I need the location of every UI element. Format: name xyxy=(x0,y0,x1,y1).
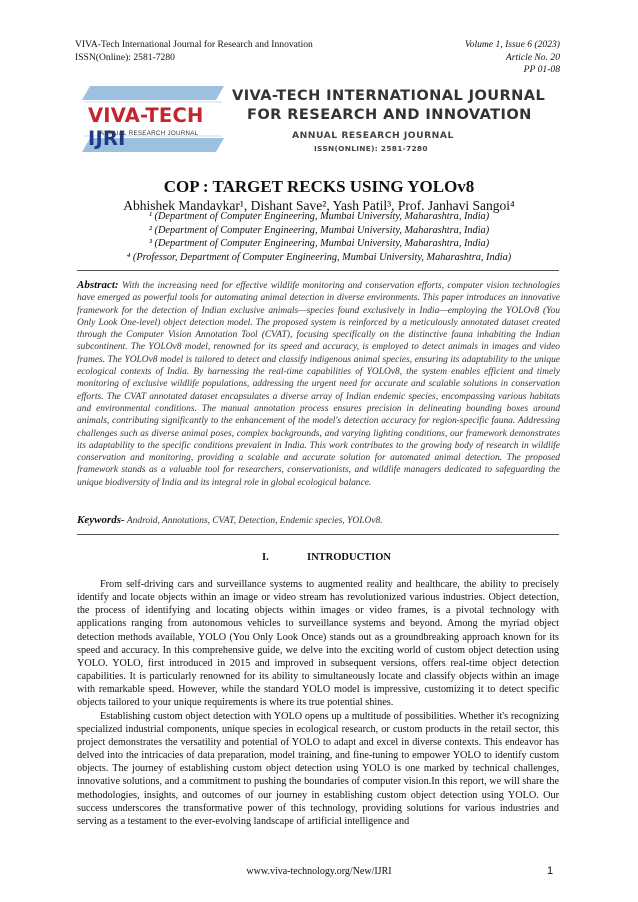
abstract xyxy=(77,279,560,489)
introduction-body xyxy=(77,578,559,828)
section-title: INTRODUCTION xyxy=(307,552,392,563)
affiliation-1: ¹ (Department of Computer Engineering, Mumbai University, Maharashtra, India) xyxy=(148,211,490,222)
journal-banner xyxy=(82,86,562,168)
paper-authors: Abhishek Mandavkar¹, Dishant Save², Yash Patil³, Prof. Janhavi Sangoi⁴ xyxy=(123,198,515,213)
journal-title-line1: VIVA-TECH INTERNATIONAL JOURNAL xyxy=(232,87,546,104)
journal-title xyxy=(232,86,545,124)
keywords-label: Keywords- xyxy=(77,514,125,526)
running-header-left xyxy=(75,39,313,64)
footer-url: www.viva-technology.org/New/IJRI xyxy=(246,866,392,877)
issn-online: ISSN(Online): 2581-7280 xyxy=(75,51,175,63)
page-range: PP 01-08 xyxy=(523,64,560,75)
article-number: Article No. 20 xyxy=(505,51,560,63)
abstract-top-rule xyxy=(77,270,559,271)
journal-name: VIVA-Tech International Journal for Research and Innovation xyxy=(75,39,313,50)
affiliation-3: ³ (Department of Computer Engineering, Mumbai University, Maharashtra, India) xyxy=(148,238,490,250)
affiliation-2: ² (Department of Computer Engineering, Mumbai University, Maharashtra, India) xyxy=(148,224,490,236)
annual-research-journal: ANNUAL RESEARCH JOURNAL xyxy=(292,130,454,141)
paper-title: COP : TARGET RECKS USING YOLOv8 xyxy=(163,177,475,196)
banner-issn: ISSN(ONLINE): 2581-7280 xyxy=(314,144,428,153)
logo-subtitle: ANNUAL RESEARCH JOURNAL xyxy=(100,130,199,137)
intro-paragraph-1: From self-driving cars and surveillance systems to augmented reality and healthcare, the ability to precisely identify and locate objects within an image or video stream has revolutionized various industries. Object detection, the process of identifying and locating objects within images or video frames, is a pivotal technology with applications ranging from autonomous vehicles to surveillance systems and beyond. Among the myriad object detection methods available, YOLO (You Only Look Once) stands out as a groundbreaking approach known for its speed and accuracy. In this comprehensive guide, we delve into the exciting world of custom object detection using YOLO. YOLO, first introduced in 2015 and improved in subsequent versions, offers real-time object detection capabilities. It is particularly renowned for its ability to simultaneously locate and classify objects within an image with remarkable speed. However, while the standard YOLO model is impressive, customizing it to detect specific objects tailored to your unique requirements is where its true potential shines. xyxy=(77,579,559,709)
abstract-text: With the increasing need for effective wildlife monitoring and conservation efforts, computer vision technologies have emerged as powerful tools for automating animal detection in diverse environments. This paper introduces an innovative framework for the detection of Indian exclusive animals—species found exclusively in India—employing the YOLOv8 (You Only Look One-level) object detection model. The proposed system is reinforced by a meticulously annotated dataset created through the Computer Vision Annotation Tool (CVAT), focusing specifically on the distinctive fauna inhabiting the Indian subcontinent. The YOLOv8 model, renowned for its speed and accuracy, is employed to detect animals in images and video frames. The YOLOv8 model is tailored to detect and classify indigenous animal species, ensuring its adaptability to the unique ecological contexts of India. By harnessing the real-time capabilities of YOLOv8, the system enables efficient and timely monitoring of exclusive wildlife populations, addressing the urgent need for accurate and scalable solutions in conservation efforts. The CVAT annotated dataset encapsulates a diverse array of Indian endemic species, encompassing various habitats and environmental conditions. The manual annotation process ensures precision in delineating bounding boxes around animals, contributing significantly to the enhancement of the model's detection accuracy for region-specific fauna. Addressing challenges such as diverse animal poses, complex backgrounds, and varying lighting conditions, our framework demonstrates its adaptability to the specific conditions prevalent in India. This work contributes to the growing body of research in wildlife conservation and monitoring, providing a scalable and accurate solution for automated animal detection. The proposed framework stands as a valuable tool for researchers, conservationists, and wildlife managers dedicated to safeguarding the unique biodiversity of India and its integral role in global ecological balance. xyxy=(77,281,561,488)
abstract-label: Abstract: xyxy=(77,279,119,291)
affiliation-4: ⁴ (Professor, Department of Computer Engineering, Mumbai University, Maharashtra, India) xyxy=(126,252,512,264)
abstract-bottom-rule xyxy=(77,534,559,535)
running-header-right xyxy=(465,39,560,77)
page-number: 1 xyxy=(547,865,554,877)
journal-title-line2: FOR RESEARCH AND INNOVATION xyxy=(247,106,532,123)
logo-viva-tech: VIVA-TECH xyxy=(88,104,204,127)
affiliations xyxy=(0,210,638,265)
keywords xyxy=(77,514,560,526)
section-number: I. xyxy=(262,552,269,563)
logo-ijri: IJRI xyxy=(88,127,126,150)
keywords-text: Android, Annotations, CVAT, Detection, Endemic species, YOLOv8. xyxy=(126,516,383,526)
volume-issue: Volume 1, Issue 6 (2023) xyxy=(464,39,560,50)
intro-paragraph-2: Establishing custom object detection with YOLO opens up a multitude of possibilities. Whether it's recognizing specialized industrial components, unique species in ecological research, or custom products in the retail sector, this project demonstrates the versatility and potential of YOLO to adapt and excel in diverse contexts. This endeavor has delved into the intricacies of data preparation, model training, and fine-tuning to empower YOLO to identify custom objects. The journey of establishing custom object detection using YOLO is one marked by technical challenges, innovative solutions, and a commitment to pushing the boundaries of computer vision.In this report, we will share the methodologies, insights, and outcomes of our journey in establishing custom object detection using YOLO. Our success underscores the transformative power of this technology, providing solutions for various industries and serving as a testament to the ever-evolving landscape of artificial intelligence and xyxy=(77,710,559,827)
viva-tech-ijri-logo xyxy=(82,86,224,152)
